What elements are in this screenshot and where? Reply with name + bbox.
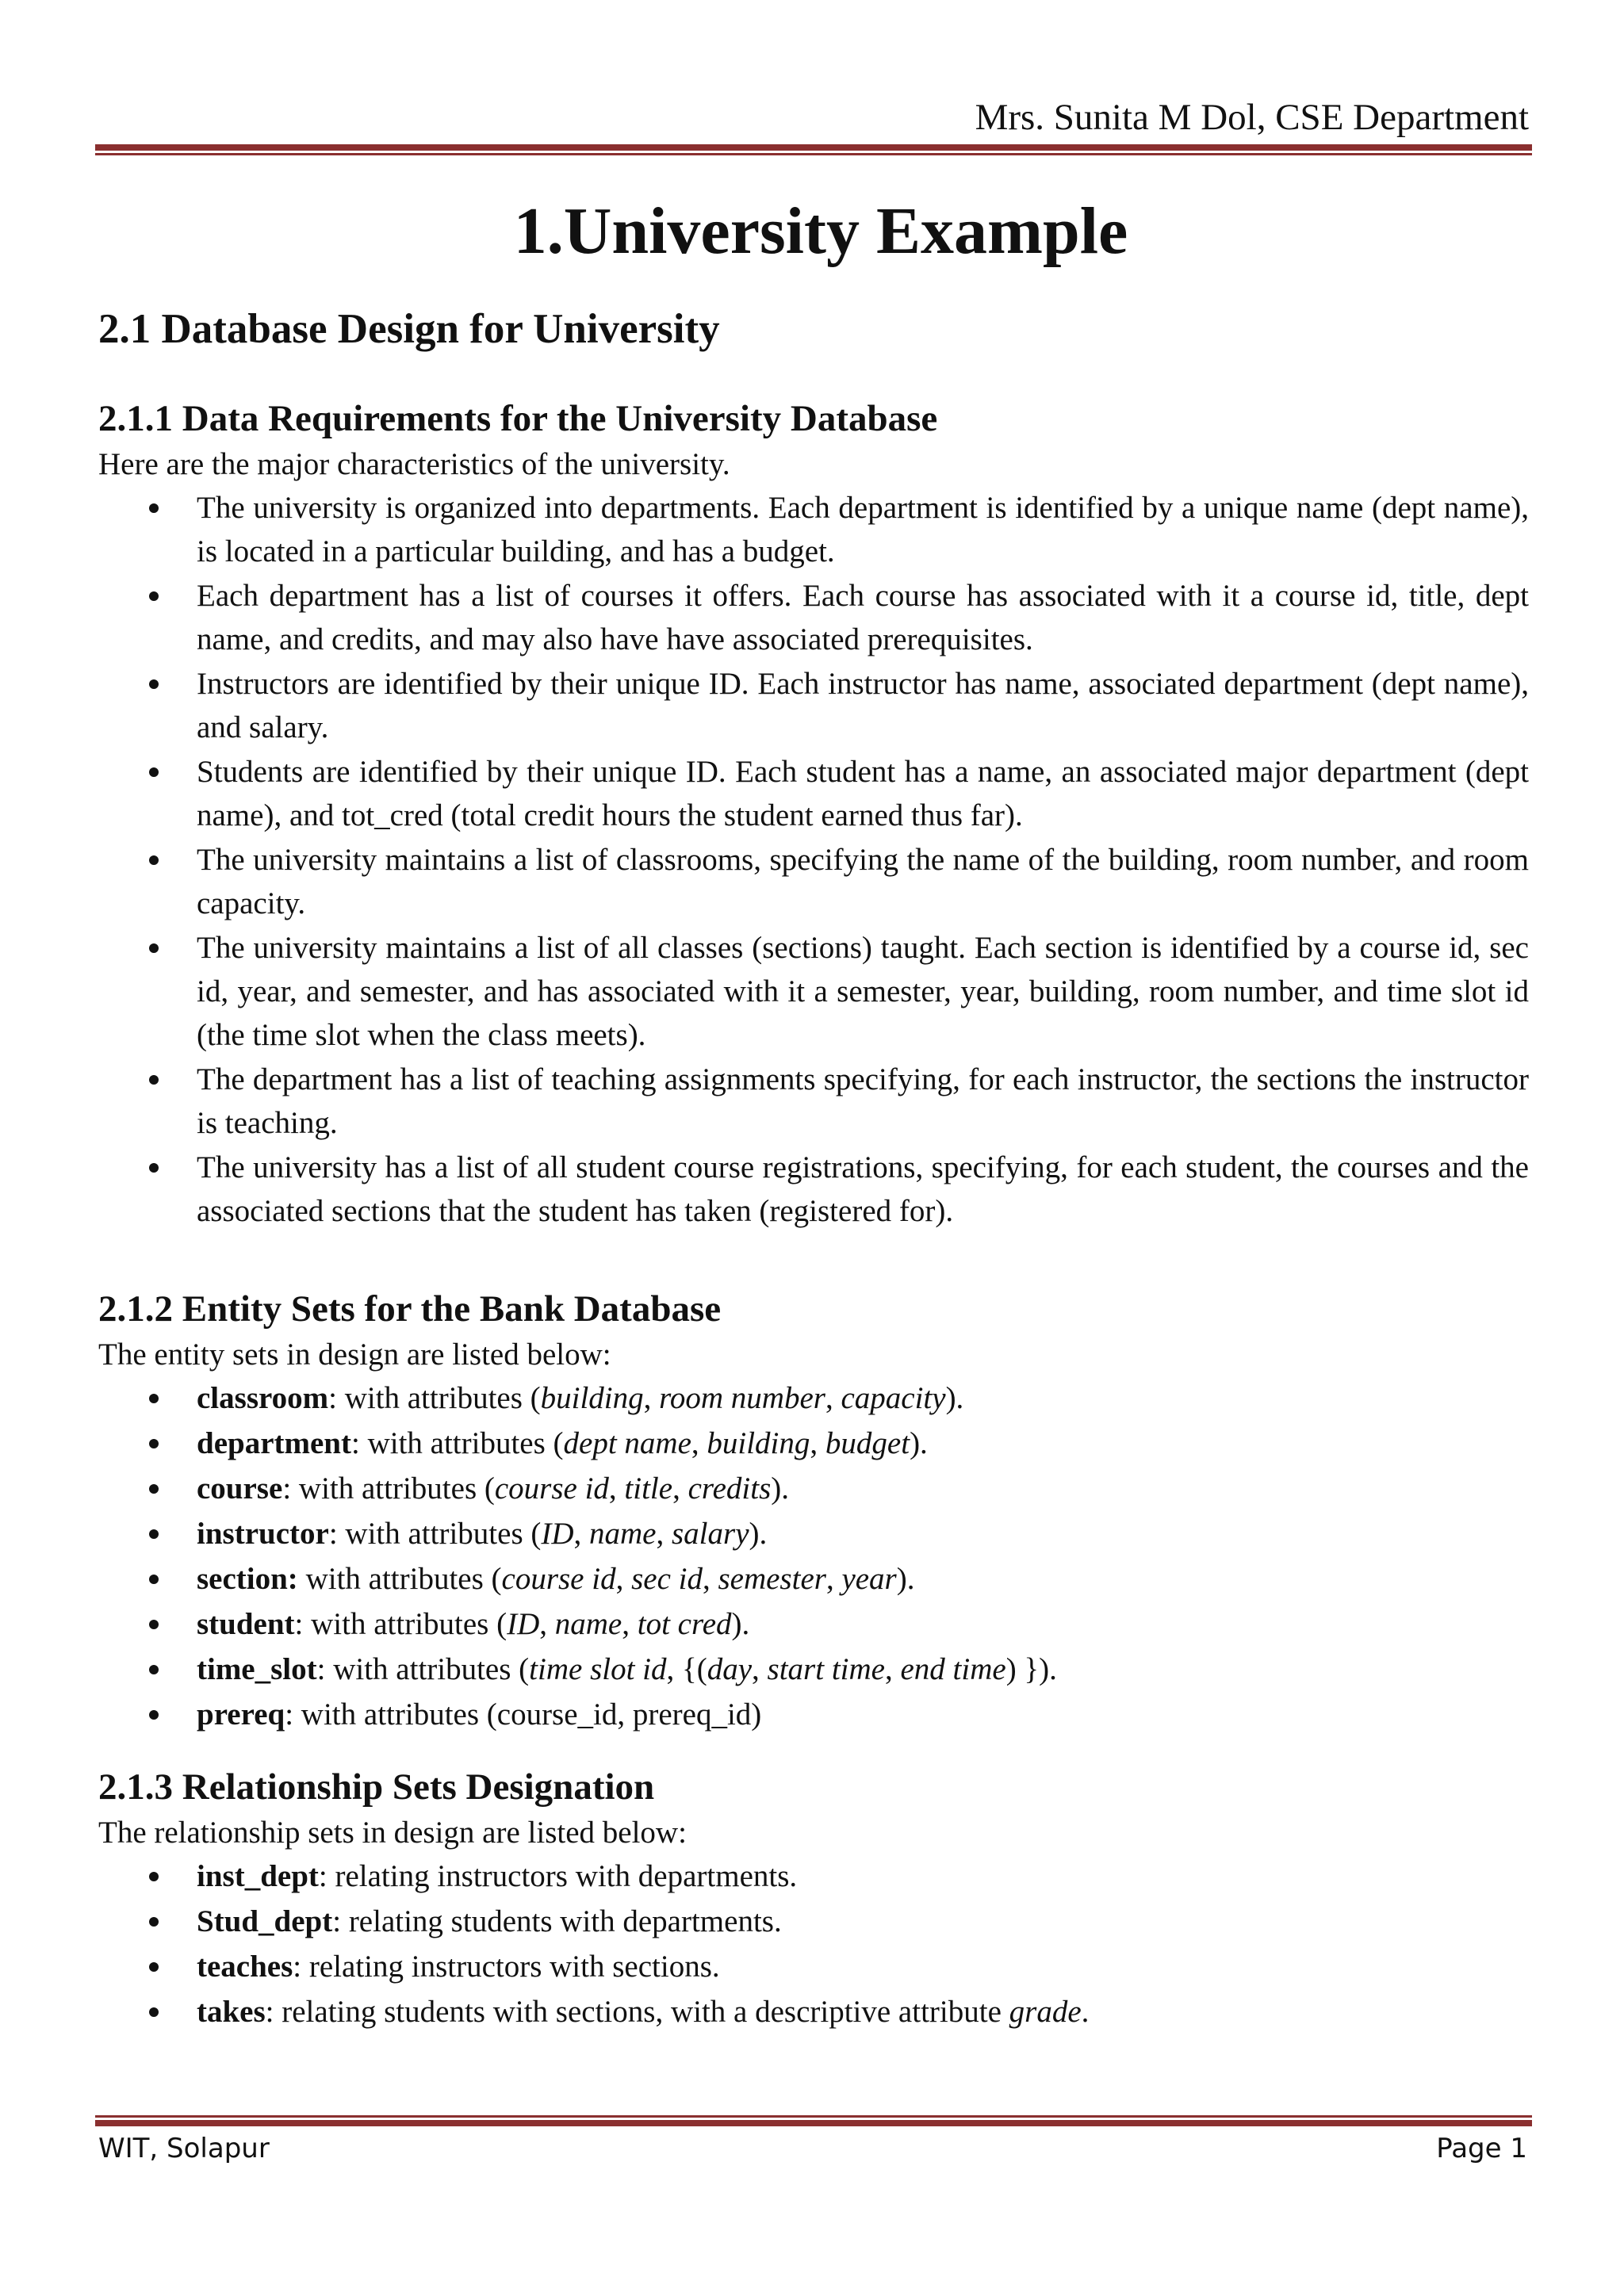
entity-attribute: building bbox=[540, 1381, 644, 1415]
entity-attribute: start time bbox=[767, 1652, 885, 1686]
entity-separator: : bbox=[294, 1607, 304, 1641]
entity-name: prereq bbox=[197, 1697, 285, 1732]
bullet-icon bbox=[149, 1872, 159, 1881]
bullet-icon bbox=[149, 767, 159, 777]
relationship-text: : relating students with sections, with a descriptive attribute bbox=[265, 1995, 1009, 2029]
entity-text: with attributes ( bbox=[291, 1471, 495, 1506]
entity-attribute: room number bbox=[659, 1381, 825, 1415]
document-body bbox=[98, 190, 1529, 2035]
list-item bbox=[98, 1647, 1529, 1691]
entity-attribute: year bbox=[841, 1562, 897, 1596]
footer-divider bbox=[95, 2115, 1532, 2126]
relationship-name: inst_dept bbox=[197, 1859, 319, 1893]
attribute-comma: , bbox=[825, 1381, 841, 1415]
bullet-icon bbox=[149, 2007, 159, 2017]
list-item: The university maintains a list of classrooms, specifying the name of the building, room number, and room capacity. bbox=[98, 838, 1529, 925]
requirements-list bbox=[98, 486, 1529, 1233]
attribute-comma: , bbox=[643, 1381, 660, 1415]
list-item: The university has a list of all student course registrations, specifying, for each student, the courses and the associated sections that the student has taken (registered for). bbox=[98, 1146, 1529, 1233]
entity-separator: : bbox=[328, 1381, 337, 1415]
entity-text: with attributes ( bbox=[336, 1381, 541, 1415]
list-item bbox=[98, 1854, 1529, 1898]
page-header-author: Mrs. Sunita M Dol, CSE Department bbox=[975, 97, 1529, 138]
section-intro: The relationship sets in design are listed below: bbox=[98, 1816, 687, 1850]
section-intro: Here are the major characteristics of the university. bbox=[98, 447, 730, 481]
entity-separator: : bbox=[328, 1517, 338, 1551]
entity-name: classroom bbox=[197, 1381, 329, 1415]
entity-attribute: credits bbox=[688, 1471, 772, 1506]
list-item bbox=[98, 1422, 1529, 1465]
bullet-icon bbox=[149, 1917, 159, 1927]
list-item: The university maintains a list of all classes (sections) taught. Each section is identified by a course id, sec id, year, and semester, and has associated with it a semester, year, building, room number, and time slot id (the time slot when the class meets). bbox=[98, 926, 1529, 1057]
section-heading-2-1-1: 2.1.1 Data Requirements for the University Database bbox=[98, 398, 938, 439]
entity-attribute: time slot id bbox=[529, 1652, 667, 1686]
bullet-icon bbox=[149, 1394, 159, 1403]
attribute-comma: , bbox=[539, 1607, 555, 1641]
list-item: Each department has a list of courses it offers. Each course has associated with it a course id, title, dept name, and credits, and may also have have associated prerequisites. bbox=[98, 574, 1529, 661]
entity-attribute: name bbox=[554, 1607, 622, 1641]
relationship-end: . bbox=[1081, 1995, 1090, 2029]
relationship-text: : relating instructors with sections. bbox=[293, 1950, 720, 1984]
list-item bbox=[98, 1467, 1529, 1510]
attribute-comma: , bbox=[622, 1607, 638, 1641]
entity-attribute: course id bbox=[494, 1471, 609, 1506]
entity-attribute: title bbox=[624, 1471, 673, 1506]
bullet-icon bbox=[149, 1962, 159, 1972]
attribute-comma: , bbox=[691, 1426, 707, 1460]
relationship-text: : relating instructors with departments. bbox=[318, 1859, 798, 1893]
section-heading-2-1: 2.1 Database Design for University bbox=[98, 306, 720, 352]
entity-attribute: semester bbox=[718, 1562, 826, 1596]
list-item: Students are identified by their unique ID. Each student has a name, an associated major department (dept name), and tot_cred (total credit hours the student earned thus far). bbox=[98, 750, 1529, 837]
list-item bbox=[98, 1557, 1529, 1601]
list-item: The department has a list of teaching assignments specifying, for each instructor, the sections the instructor is teaching. bbox=[98, 1058, 1529, 1145]
entity-attribute: tot cred bbox=[637, 1607, 732, 1641]
entity-attribute: day bbox=[707, 1652, 753, 1686]
entity-close: ). bbox=[771, 1471, 790, 1506]
list-item bbox=[98, 1990, 1529, 2034]
bullet-icon bbox=[149, 503, 159, 513]
entity-name: time_slot bbox=[197, 1652, 317, 1686]
attribute-comma: , bbox=[573, 1517, 590, 1551]
attribute-comma: , bbox=[672, 1471, 688, 1506]
entity-close: ). bbox=[910, 1426, 928, 1460]
section-heading-2-1-3: 2.1.3 Relationship Sets Designation bbox=[98, 1766, 655, 1808]
entity-sets-list bbox=[98, 1376, 1529, 1736]
entity-name: student bbox=[197, 1607, 295, 1641]
relationship-name: takes bbox=[197, 1995, 266, 2029]
entity-text: with attributes ( bbox=[337, 1517, 542, 1551]
entity-close: ). bbox=[945, 1381, 964, 1415]
entity-text: with attributes ( bbox=[297, 1562, 502, 1596]
section-intro: The entity sets in design are listed below: bbox=[98, 1337, 611, 1372]
bullet-icon bbox=[149, 679, 159, 689]
entity-close: ). bbox=[896, 1562, 915, 1596]
bullet-icon bbox=[149, 591, 159, 601]
relationship-name: Stud_dept bbox=[197, 1904, 333, 1938]
entity-attribute: sec id bbox=[631, 1562, 703, 1596]
list-item: Instructors are identified by their unique ID. Each instructor has name, associated department (dept name), and salary. bbox=[98, 662, 1529, 749]
relationship-name: teaches bbox=[197, 1950, 293, 1984]
entity-separator: : bbox=[350, 1426, 360, 1460]
section-heading-2-1-2: 2.1.2 Entity Sets for the Bank Database bbox=[98, 1288, 722, 1330]
bullet-icon bbox=[149, 1710, 159, 1720]
bullet-icon bbox=[149, 1439, 159, 1448]
entity-attribute: ID bbox=[507, 1607, 540, 1641]
footer-institution: WIT, Solapur bbox=[98, 2133, 270, 2164]
entity-text: : with attributes ( bbox=[316, 1652, 530, 1686]
bullet-icon bbox=[149, 855, 159, 865]
footer-page-number: Page 1 bbox=[1436, 2133, 1527, 2164]
attribute-comma: , bbox=[615, 1562, 632, 1596]
attribute-comma: , bbox=[656, 1517, 672, 1551]
list-item bbox=[98, 1376, 1529, 1420]
entity-attribute: building bbox=[707, 1426, 810, 1460]
attribute-comma: , bbox=[702, 1562, 718, 1596]
attribute-comma: , bbox=[752, 1652, 768, 1686]
entity-text: with attributes ( bbox=[303, 1607, 508, 1641]
bullet-icon bbox=[149, 1575, 159, 1584]
relationship-attribute: grade bbox=[1009, 1995, 1082, 2029]
entity-attribute: name bbox=[589, 1517, 657, 1551]
bullet-icon bbox=[149, 1484, 159, 1494]
entity-attribute: salary bbox=[672, 1517, 749, 1551]
list-item bbox=[98, 1945, 1529, 1988]
bullet-icon bbox=[149, 1529, 159, 1539]
entity-attribute: dept name bbox=[563, 1426, 691, 1460]
entity-text: : with attributes (course_id, prereq_id) bbox=[285, 1697, 762, 1732]
entity-name: department bbox=[197, 1426, 351, 1460]
entity-close: ) }). bbox=[1005, 1652, 1057, 1686]
relationship-sets-list bbox=[98, 1854, 1529, 2034]
bullet-icon bbox=[149, 1665, 159, 1674]
entity-text: , {( bbox=[666, 1652, 707, 1686]
header-divider bbox=[95, 144, 1532, 155]
list-item bbox=[98, 1512, 1529, 1556]
bullet-icon bbox=[149, 1163, 159, 1173]
relationship-text: : relating students with departments. bbox=[332, 1904, 782, 1938]
attribute-comma: , bbox=[810, 1426, 825, 1460]
attribute-comma: , bbox=[608, 1471, 625, 1506]
entity-close: ). bbox=[749, 1517, 768, 1551]
entity-attribute: course id bbox=[501, 1562, 616, 1596]
entity-text: with attributes ( bbox=[359, 1426, 564, 1460]
bullet-icon bbox=[149, 943, 159, 953]
attribute-comma: , bbox=[884, 1652, 901, 1686]
entity-separator: : bbox=[282, 1471, 292, 1506]
entity-attribute: budget bbox=[825, 1426, 910, 1460]
attribute-comma: , bbox=[825, 1562, 842, 1596]
list-item bbox=[98, 1693, 1529, 1736]
list-item: The university is organized into departments. Each department is identified by a unique name (dept name), is located in a particular building, and has a budget. bbox=[98, 486, 1529, 573]
entity-close: ). bbox=[731, 1607, 750, 1641]
list-item bbox=[98, 1602, 1529, 1646]
list-item bbox=[98, 1900, 1529, 1943]
bullet-icon bbox=[149, 1075, 159, 1085]
entity-name: section: bbox=[197, 1562, 298, 1596]
entity-attribute: end time bbox=[900, 1652, 1006, 1686]
entity-name: instructor bbox=[197, 1517, 329, 1551]
entity-attribute: capacity bbox=[841, 1381, 946, 1415]
entity-name: course bbox=[197, 1471, 283, 1506]
document-title: 1.University Example bbox=[513, 194, 1128, 268]
bullet-icon bbox=[149, 1620, 159, 1629]
entity-attribute: ID bbox=[541, 1517, 574, 1551]
